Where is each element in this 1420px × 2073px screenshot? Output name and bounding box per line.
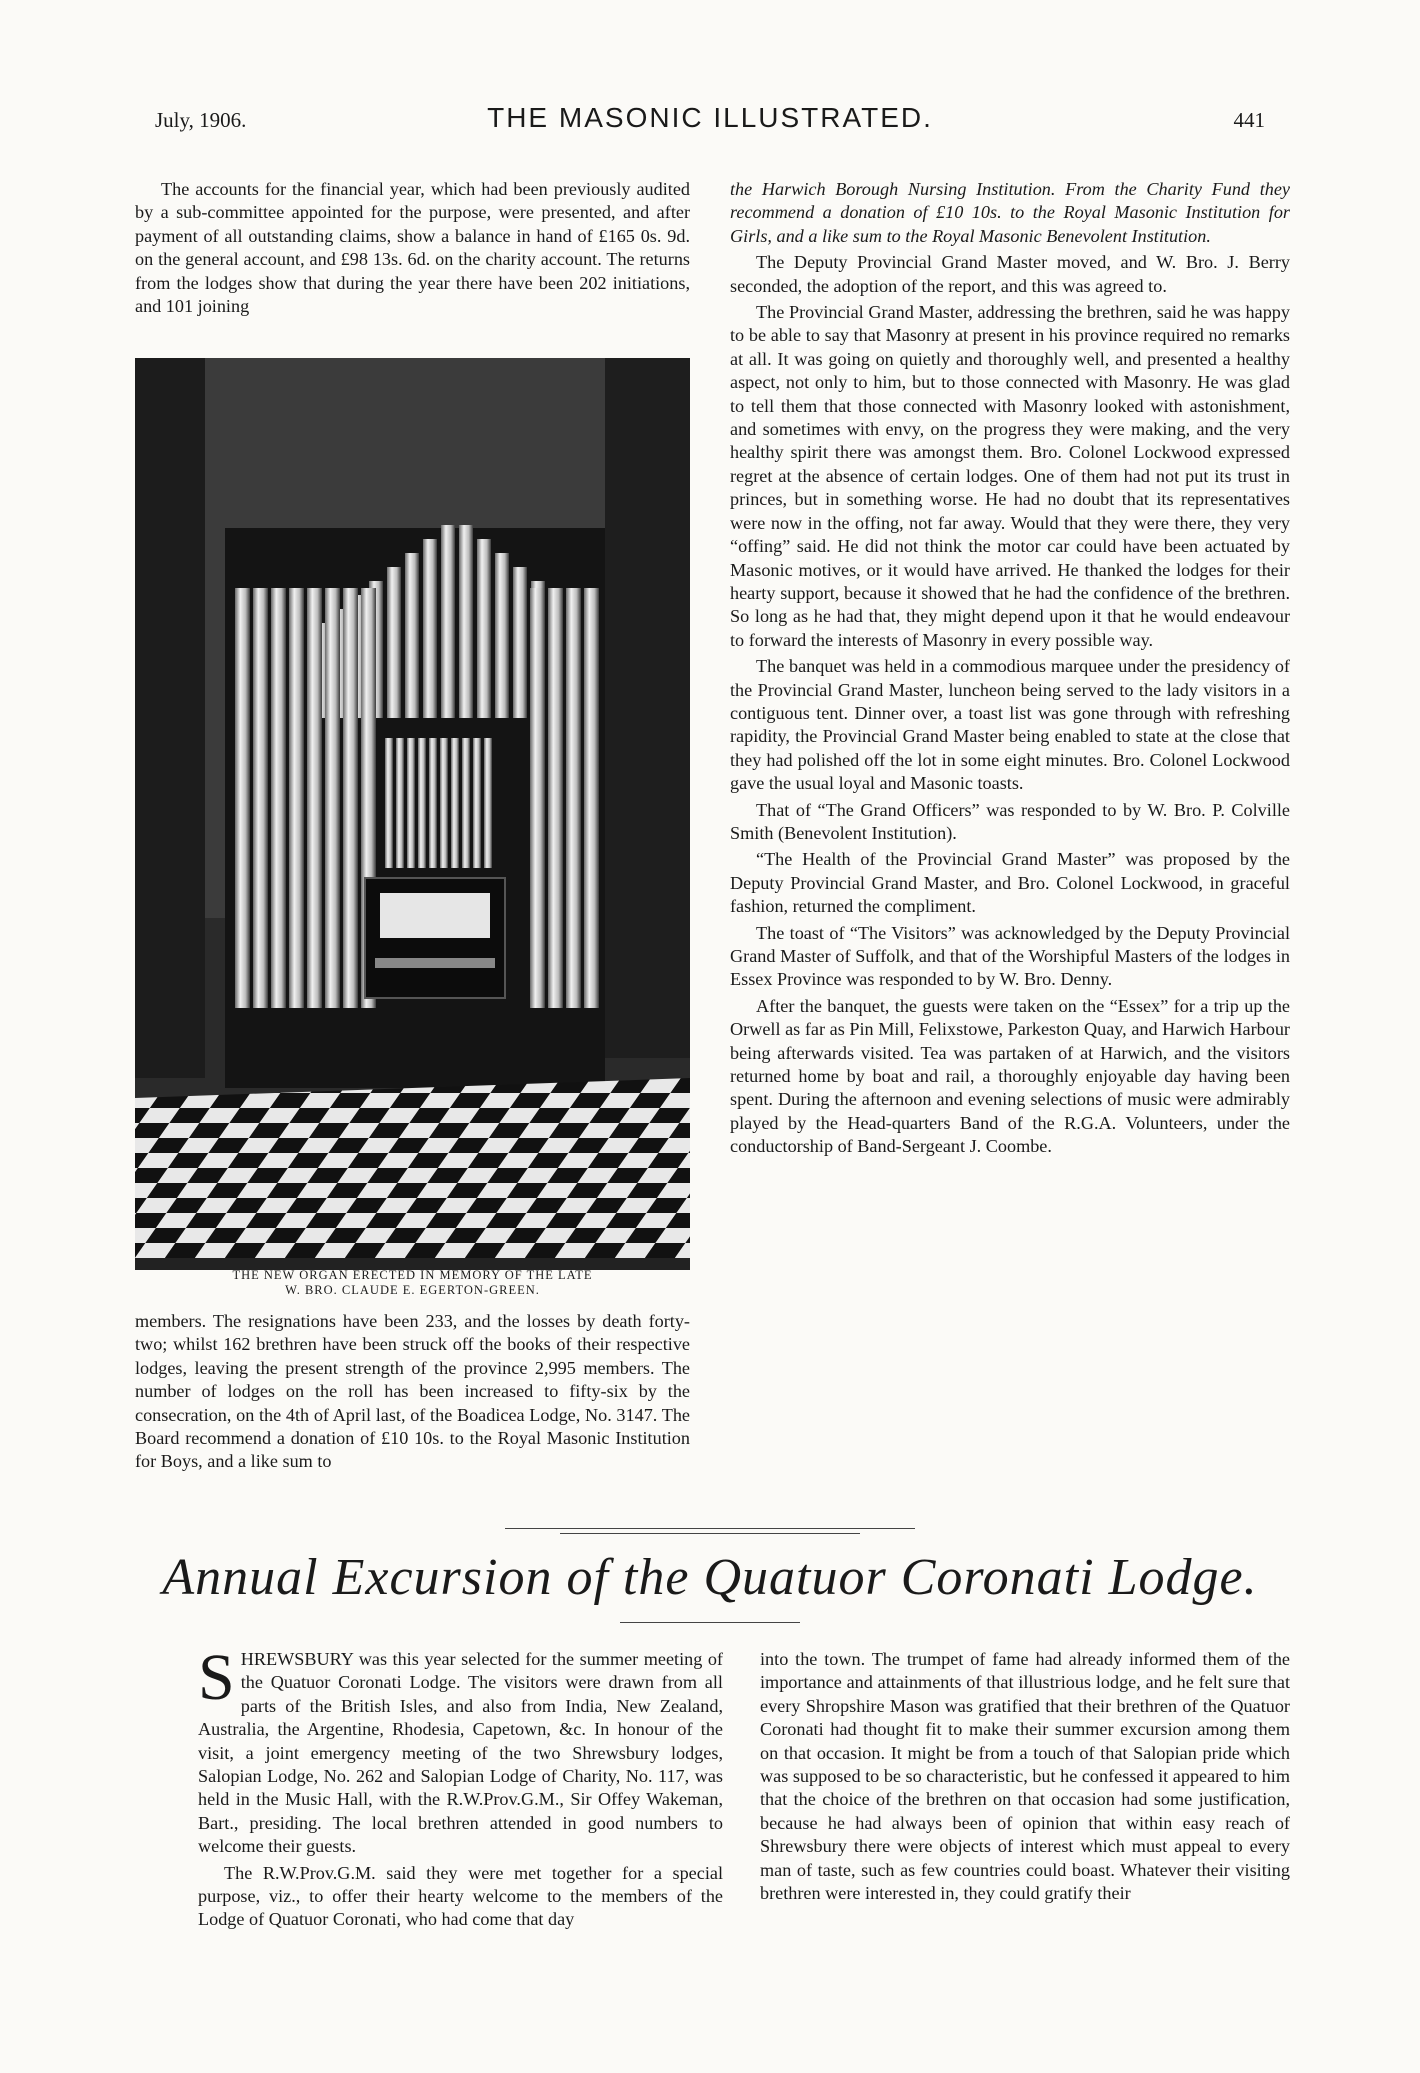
- paragraph: After the banquet, the guests were taken on the “Essex” for a trip up the Orwell as far as Pin Mill, Felixstowe, Parkeston Quay, and Harwich Harbour being afterwards visited. Tea was partaken of at Harwich, and the visitors returned home by boat and rail, a thoroughly enjoyable day having been spent. During the afternoon and evening selections of music were admirably played by the Head-quarters Band of the R.G.A. Volunteers, under the conductorship of Band-Sergeant J. Coombe.: [730, 995, 1290, 1157]
- section-title: Annual Excursion of the Quatuor Coronati Lodge.: [162, 1549, 1258, 1606]
- article-right-column: [730, 178, 1290, 1162]
- paragraph: The banquet was held in a commodious marquee under the presidency of the Provincial Grand Master, luncheon being served to the lady visitors in a contiguous tent. Dinner over, a toast list was gone through with refreshing rapidity, the Provincial Grand Master being enabled to state at the close that they had polished off the lot in some eight minutes. Bro. Colonel Lockwood gave the usual loyal and Masonic toasts.: [730, 656, 1290, 794]
- paragraph: The Provincial Grand Master, addressing the brethren, said he was happy to be able to say that Masonry at present in his province required no remarks at all. It was going on quietly and thoroughly well, and presented a healthy aspect, not only to him, but to those connected with Masonry. He was glad to tell them that those connected with Masonry looked with astonishment, and sometimes with envy, on the progress they were making, and the very healthy spirit there was amongst them. Bro. Colonel Lockwood expressed regret at the absence of certain lodges. One of them had not put its trust in princes, but in something worse. He had no doubt that its representatives were now in the offing, not far away. Would that they were there, they very “offing” said. He did not think the motor car could have been actuated by Masonic motives, or it would have arrived. He thanked the lodges for their hearty support, because it showed that he had the confidence of the brethren. So long as he had that, they might depend upon it that he would endeavour to forward the interests of Masonry in every possible way.: [730, 302, 1290, 650]
- paragraph: That of “The Grand Officers” was responded to by W. Bro. P. Colville Smith (Benevolent Institution).: [730, 799, 1290, 843]
- paragraph: The toast of “The Visitors” was acknowledged by the Deputy Provincial Grand Master of Suffolk, and that of the Worshipful Masters of the lodges in Essex Province was responded to by W. Bro. Denny.: [730, 922, 1290, 990]
- article-left-top: [135, 178, 690, 321]
- photo-caption: [135, 1268, 690, 1298]
- paragraph: “The Health of the Provincial Grand Master” was proposed by the Deputy Provincial Grand Master, and Bro. Colonel Lockwood, in graceful fashion, returned the compliment.: [730, 849, 1290, 917]
- paragraph: The Deputy Provincial Grand Master moved, and W. Bro. J. Berry seconded, the adoption of the report, and this was agreed to.: [730, 252, 1290, 296]
- paragraph: the Harwich Borough Nursing Institution. From the Charity Fund they recommend a donation of £10 10s. to the Royal Masonic Institution for Girls, and a like sum to the Royal Masonic Benevolent Institution.: [730, 179, 1290, 246]
- article-bottom-right: [760, 1648, 1290, 1908]
- publication-title: THE MASONIC ILLUSTRATED.: [487, 102, 933, 133]
- paragraph: into the town. The trumpet of fame had already informed them of the importance and attainments of that illustrious lodge, and he felt sure that every Shropshire Mason was gratified that their brethren of the Quatuor Coronati had thought fit to make their summer excursion among them on that occasion. It might be from a touch of that Salopian pride which was supposed to be so characteristic, but he confessed it appeared to him that the choice of the brethren on that occasion had some justification, because he had always been of opinion that within easy reach of Shrewsbury there were objects of interest which must appeal to every man of taste, such as few countries could boast. Whatever their visiting brethren were interested in, they could gratify their: [760, 1649, 1290, 1904]
- article-left-bottom: [135, 1310, 690, 1477]
- paragraph: members. The resignations have been 233, and the losses by death forty-two; whilst 162 brethren have been struck off the books of their respective lodges, leaving the present strength of the province 2,995 members. The number of lodges on the roll has been increased to fifty-six by the consecration, on the 4th of April last, of the Boadicea Lodge, No. 3147. The Board recommend a donation of £10 10s. to the Royal Masonic Institution for Boys, and a like sum to: [135, 1311, 690, 1472]
- caption-line: THE NEW ORGAN ERECTED IN MEMORY OF THE LATE: [232, 1268, 593, 1282]
- paragraph-text: HREWSBURY was this year selected for the summer meeting of the Quatuor Coronati Lodge. The visitors were drawn from all parts of the British Isles, and also from India, New Zealand, Australia, the Argentine, Rhodesia, Capetown, &c. In honour of the visit, a joint emergency meeting of the two Shrewsbury lodges, Salopian Lodge, No. 262 and Salopian Lodge of Charity, No. 117, was held in the Music Hall, with the R.W.Prov.G.M., Sir Offey Wakeman, Bart., presiding. The local brethren attended in good numbers to welcome their guests.: [198, 1649, 723, 1857]
- paragraph: [198, 1641, 723, 1859]
- caption-line: W. BRO. CLAUDE E. EGERTON-GREEN.: [285, 1283, 540, 1297]
- page-number: 441: [1233, 108, 1265, 132]
- section-divider: [560, 1533, 860, 1534]
- paragraph: The accounts for the financial year, which had been previously audited by a sub-committee appointed for the purpose, were presented, and after payment of all outstanding claims, show a balance in hand of £165 0s. 9d. on the general account, and £98 13s. 6d. on the charity account. The returns from the lodges show that during the year there have been 202 initiations, and 101 joining: [135, 179, 690, 317]
- organ-photograph: [135, 358, 690, 1270]
- issue-date: July, 1906.: [155, 108, 247, 132]
- drop-cap: S: [198, 1641, 235, 1714]
- section-divider: [505, 1528, 915, 1529]
- title-underline: [620, 1622, 800, 1623]
- article-bottom-left: [198, 1641, 723, 1935]
- paragraph: The R.W.Prov.G.M. said they were met together for a special purpose, viz., to offer their hearty welcome to the members of the Lodge of Quatuor Coronati, who had come that day: [198, 1862, 723, 1930]
